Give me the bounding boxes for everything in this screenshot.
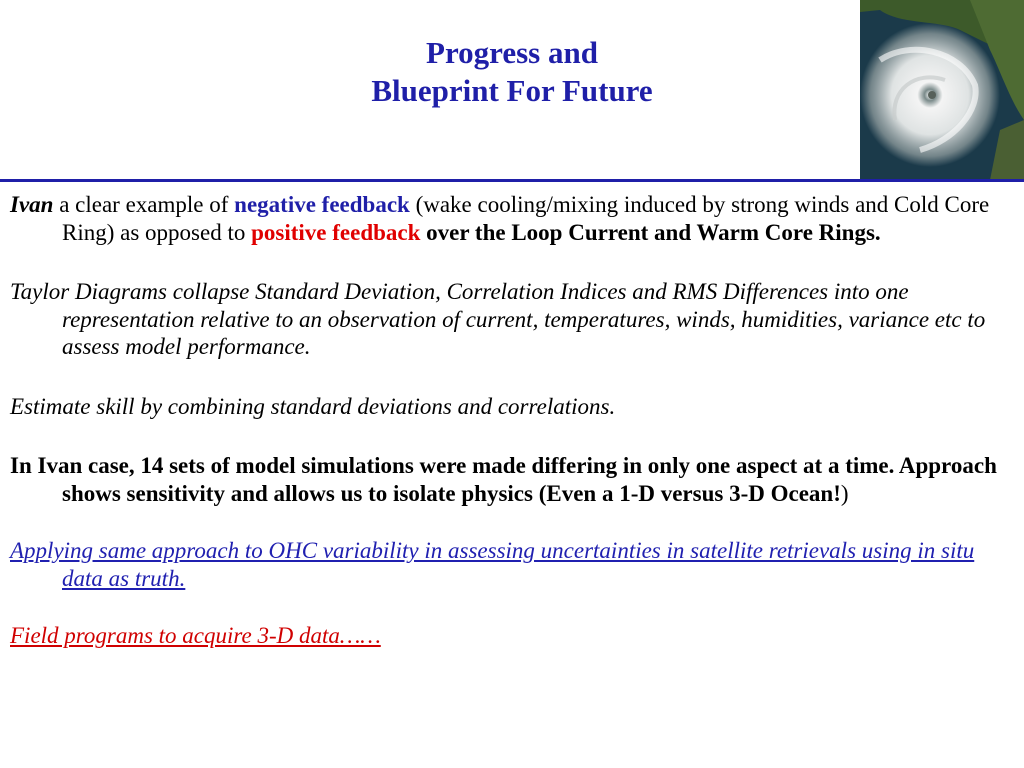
p1-text-1: a clear example of (53, 192, 235, 217)
positive-feedback-term: positive feedback (251, 219, 421, 245)
paragraph-ivan-feedback (10, 191, 1010, 246)
p1-text-3: over the Loop Current and Warm Core Rings. (420, 219, 881, 245)
p4-text-2: ) (840, 480, 849, 506)
p1-text-2: (wake cooling/mixing induced by strong winds and Cold Core Ring) as opposed to (62, 192, 990, 245)
paragraph-field-programs[interactable] (10, 622, 1010, 650)
title-line-2: Blueprint For Future (371, 73, 653, 108)
paragraph-ohc-variability[interactable] (10, 537, 1010, 592)
paragraph-ivan-simulations (10, 452, 1010, 507)
paragraph-estimate-skill: Estimate skill by combining standard deviations and correlations. (10, 393, 616, 419)
title-line-1: Progress and (426, 35, 598, 70)
hurricane-satellite-image (860, 0, 1024, 180)
ivan-term: Ivan (10, 192, 54, 217)
title-divider (0, 179, 1024, 182)
ohc-variability-link[interactable]: Applying same approach to OHC variability in assessing uncertainties in satellite retrievals using in situ data as truth. (10, 538, 975, 591)
slide-body (10, 191, 1010, 650)
negative-feedback-term: negative feedback (234, 192, 410, 217)
field-programs-link[interactable]: Field programs to acquire 3-D data…… (10, 623, 381, 648)
paragraph-taylor-diagrams: Taylor Diagrams collapse Standard Deviation, Correlation Indices and RMS Differences into one representation relative to an observation of current, temperatures, winds, humidities, variance etc to assess model performance. (10, 279, 986, 359)
p4-text-1: In Ivan case, 14 sets of model simulations were made differing in only one aspect at a time. Approach shows sensitivity and allows us to isolate physics (Even a 1-D versus 3-D Ocean! (10, 453, 997, 506)
